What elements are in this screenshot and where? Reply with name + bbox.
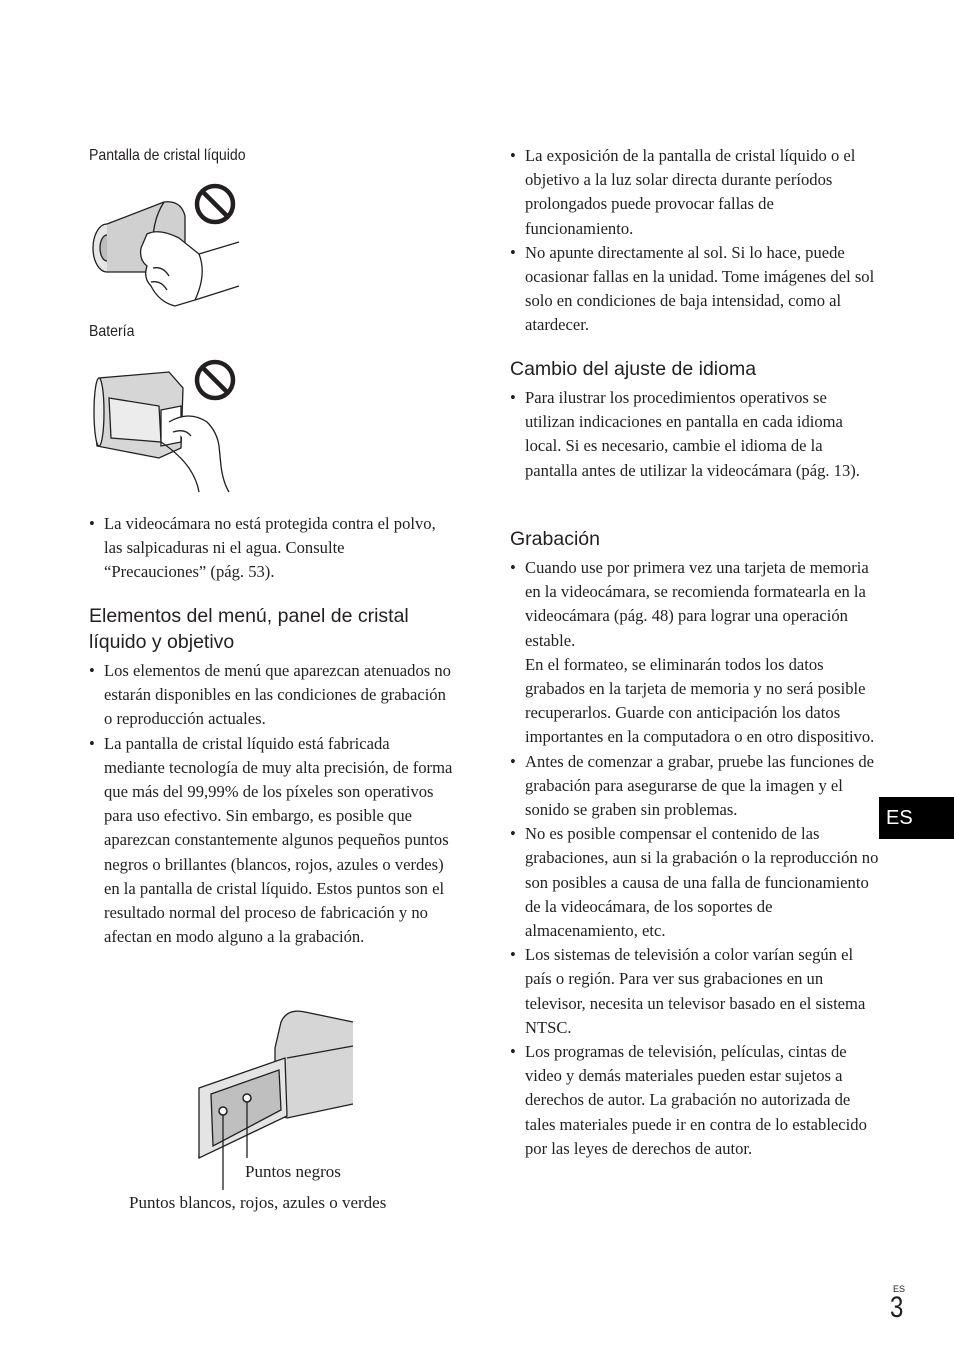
protection-bullets <box>89 512 439 585</box>
recording-format-warning: En el formateo, se eliminarán todos los datos grabados en la tarjeta de memoria y no será posible recuperarlos. Guarde con anticipación los datos importantes en la computadora o en otro dispositivo. <box>525 654 875 747</box>
caption-battery: Batería <box>89 323 135 340</box>
list-item: • Antes de comenzar a grabar, pruebe las funciones de grabación para asegurarse de que la imagen y el sonido se graben sin problemas. <box>510 750 880 823</box>
caption-lcd: Pantalla de cristal líquido <box>89 147 246 164</box>
list-item: • Los elementos de menú que aparezcan atenuados no estarán disponibles en las condiciones de grabación o reproducción actuales. <box>89 659 454 732</box>
list-item: • Los sistemas de televisión a color varían según el país o región. Para ver sus grabaciones en un televisor, necesita un televisor basado en el sistema NTSC. <box>510 943 880 1040</box>
sun-bullets <box>510 144 882 338</box>
label-black-dots: Puntos negros <box>245 1162 341 1181</box>
list-item: • La exposición de la pantalla de cristal líquido o el objetivo a la luz solar directa durante períodos prolongados puede provocar fallas de funcionamiento. <box>510 144 882 241</box>
language-bullets <box>510 386 870 483</box>
page-language: ES <box>893 1284 906 1294</box>
list-item: • La pantalla de cristal líquido está fabricada mediante tecnología de muy alta precisión, de forma que más del 99,99% de los píxeles son operativos para uso efectivo. Sin embargo, es posible que aparezcan constantemente algunos pequeños puntos negros o brillantes (blancos, rojos, azules o verdes) en la pantalla de cristal líquido. Estos puntos son el resultado normal del proceso de fabricación y no afectan en modo alguno a la grabación. <box>89 732 454 950</box>
heading-language: Cambio del ajuste de idioma <box>510 358 757 380</box>
heading-menu-panel: Elementos del menú, panel de cristal líquido y objetivo <box>89 605 409 653</box>
page-number: 3 <box>890 1291 904 1324</box>
recording-format-text: • Cuando use por primera vez una tarjeta de memoria en la videocámara, se recomienda formatearla en la videocámara (pág. 48) para lograr una operación estable. <box>525 558 869 650</box>
language-tab: ES <box>879 797 954 839</box>
list-item: • No es posible compensar el contenido de las grabaciones, aun si la grabación o la reproducción no son posibles a causa de una falla de funcionamiento de la videocámara, de los soportes de almacenamiento, etc. <box>510 822 880 943</box>
recording-bullets <box>510 556 880 1161</box>
battery-warning-illustration <box>89 358 239 493</box>
heading-recording: Grabación <box>510 528 600 550</box>
list-item <box>510 556 880 750</box>
menu-panel-bullets <box>89 659 454 949</box>
lcd-warning-illustration <box>89 182 249 308</box>
label-color-dots: Puntos blancos, rojos, azules o verdes <box>129 1193 387 1212</box>
list-item: • La videocámara no está protegida contra el polvo, las salpicaduras ni el agua. Consulte “Precauciones” (pág. 53). <box>89 512 439 585</box>
list-item: • No apunte directamente al sol. Si lo hace, puede ocasionar fallas en la unidad. Tome imágenes del sol solo en condiciones de baja intensidad, como al atardecer. <box>510 241 882 338</box>
list-item: • Para ilustrar los procedimientos operativos se utilizan indicaciones en pantalla en cada idioma local. Si es necesario, cambie el idioma de la pantalla antes de utilizar la videocámara (pág. 13). <box>510 386 870 483</box>
list-item: • Los programas de televisión, películas, cintas de video y demás materiales pueden estar sujetos a derechos de autor. La grabación no autorizada de tales materiales puede ir en contra de lo establecido por las leyes de derechos de autor. <box>510 1040 880 1161</box>
